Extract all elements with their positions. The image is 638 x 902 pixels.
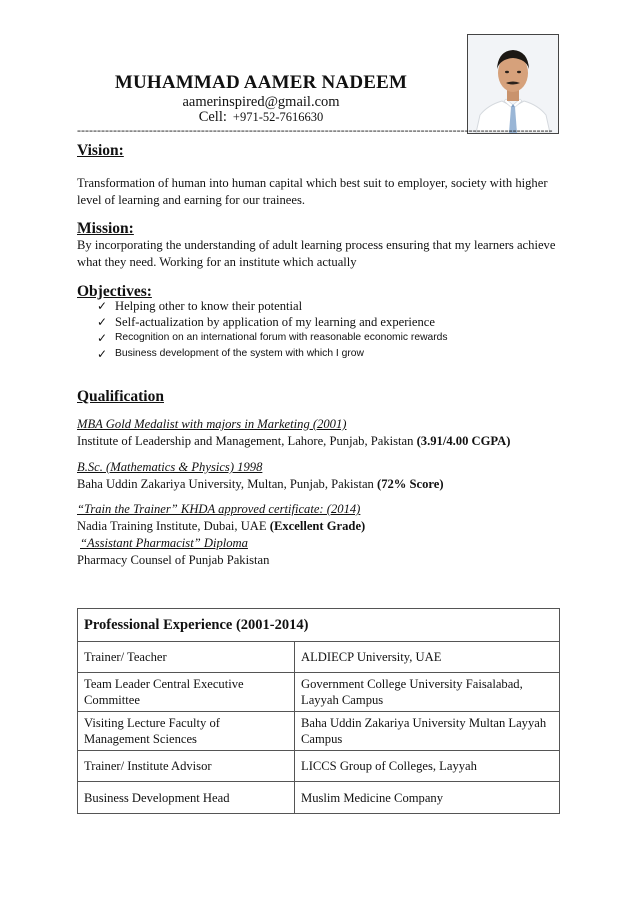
table-row — [78, 782, 560, 814]
role-cell: Trainer/ Institute Advisor — [78, 751, 295, 782]
portrait-image — [468, 35, 558, 133]
organization-cell: LICCS Group of Colleges, Layyah — [295, 751, 560, 782]
table-row — [78, 751, 560, 782]
qualification-heading: Qualification — [77, 388, 164, 405]
table-row — [78, 712, 560, 751]
objective-text: Self-actualization by application of my learning and experience — [115, 314, 435, 329]
experience-header-row — [78, 609, 560, 642]
institution: Baha Uddin Zakariya University, Multan, Punjab, Pakistan — [77, 477, 374, 491]
organization-cell: ALDIECP University, UAE — [295, 642, 560, 673]
checkmark-icon: ✓ — [97, 346, 108, 361]
qualification-detail — [77, 476, 444, 493]
organization-cell: Baha Uddin Zakariya University Multan Layyah Campus — [295, 712, 560, 751]
checkmark-icon: ✓ — [97, 331, 108, 345]
checkmark-icon: ✓ — [97, 314, 108, 329]
grade: (Excellent Grade) — [269, 519, 366, 533]
qualification-title: B.Sc. (Mathematics & Physics) 1998 — [77, 460, 263, 474]
header-separator: ----------------------------------------------------------------------------------------------------------------------- — [77, 124, 553, 136]
cell-label: Cell: — [198, 109, 227, 125]
role-cell: Team Leader Central Executive Committee — [78, 673, 295, 712]
qualification-title: “Train the Trainer” KHDA approved certificate: (2014) — [77, 502, 361, 516]
experience-heading: Professional Experience (2001-2014) — [78, 609, 560, 642]
objective-text: Business development of the system with which I grow — [115, 347, 364, 359]
email-address: aamerinspired@gmail.com — [182, 94, 340, 110]
organization-cell: Muslim Medicine Company — [295, 782, 560, 814]
role-cell: Business Development Head — [78, 782, 295, 814]
objective-item — [97, 299, 448, 315]
qualification-detail — [77, 518, 365, 535]
grade: (72% Score) — [377, 477, 444, 491]
institution: Institute of Leadership and Management, Lahore, Punjab, Pakistan — [77, 434, 414, 448]
objective-item — [97, 330, 448, 346]
institution: Nadia Training Institute, Dubai, UAE — [77, 519, 267, 533]
checkmark-icon: ✓ — [97, 299, 108, 313]
vision-heading: Vision: — [77, 142, 124, 159]
objectives-list — [97, 299, 448, 361]
qualification-detail — [77, 433, 510, 450]
vision-text: Transformation of human into human capital which best suit to employer, society with higher level of learning and earning for our trainees. — [77, 176, 548, 207]
qualification-title: MBA Gold Medalist with majors in Marketing (2001) — [77, 417, 347, 431]
objectives-heading: Objectives: — [77, 283, 152, 300]
experience-table — [77, 608, 560, 814]
qualification-detail: Pharmacy Counsel of Punjab Pakistan — [77, 553, 270, 567]
profile-photo — [467, 34, 559, 134]
table-row — [78, 642, 560, 673]
qualification-title: “Assistant Pharmacist” Diploma — [80, 536, 248, 550]
objective-text: Recognition on an international forum with reasonable economic rewards — [115, 332, 448, 343]
table-row — [78, 673, 560, 712]
objective-item — [97, 346, 448, 362]
objective-text: Helping other to know their potential — [115, 299, 303, 313]
mission-heading: Mission: — [77, 220, 134, 237]
role-cell: Trainer/ Teacher — [78, 642, 295, 673]
organization-cell: Government College University Faisalabad, Layyah Campus — [295, 673, 560, 712]
candidate-name: MUHAMMAD AAMER NADEEM — [114, 72, 408, 93]
cell-number: +971-52-7616630 — [232, 110, 324, 124]
grade: (3.91/4.00 CGPA) — [416, 434, 511, 448]
objective-item — [97, 315, 448, 331]
role-cell: Visiting Lecture Faculty of Management Sciences — [78, 712, 295, 751]
mission-text: By incorporating the understanding of adult learning process ensuring that my learners achieve what they need. Working for an institute which actually — [77, 238, 556, 269]
